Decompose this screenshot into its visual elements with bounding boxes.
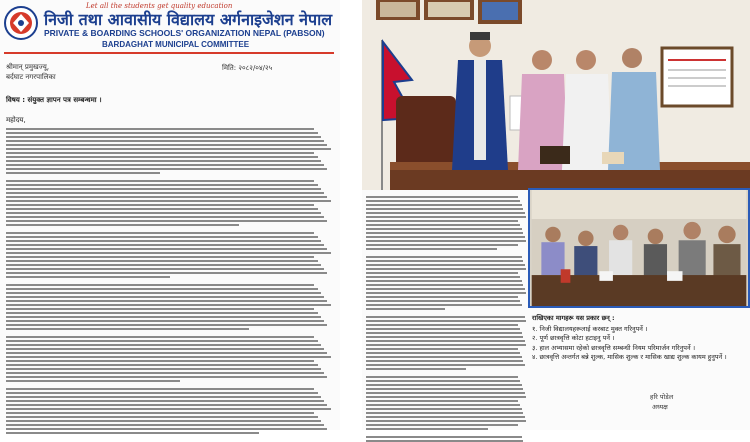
text-line bbox=[6, 160, 321, 162]
text-line bbox=[6, 204, 314, 206]
text-line bbox=[366, 216, 526, 218]
text-line bbox=[6, 380, 180, 382]
text-line bbox=[6, 240, 321, 242]
text-line bbox=[366, 356, 522, 358]
text-line bbox=[366, 324, 518, 326]
text-line bbox=[366, 392, 525, 394]
text-line bbox=[6, 388, 314, 390]
text-line bbox=[6, 252, 331, 254]
demand-item: १. निजी विद्यालयहरूलाई करबाट मुक्त गरिनुपर्ने । bbox=[532, 324, 648, 333]
letter-page-left bbox=[0, 0, 340, 430]
demand-item: ३. हाल अभ्यासमा रहेको छात्रवृत्ति सम्बन्धी नियम परिमार्जन गरिनुपर्ने । bbox=[532, 343, 696, 352]
text-line bbox=[6, 256, 314, 258]
text-line bbox=[6, 132, 318, 134]
letterhead-tagline: Let all the students get quality education bbox=[86, 2, 233, 10]
text-line bbox=[6, 140, 324, 142]
text-line bbox=[366, 436, 522, 438]
text-line bbox=[6, 264, 321, 266]
text-line bbox=[366, 212, 525, 214]
letterhead-title-nepali: निजी तथा आवासीय विद्यालय अर्गनाइजेशन नेपाल bbox=[44, 10, 333, 29]
text-line bbox=[366, 208, 523, 210]
text-line bbox=[6, 200, 331, 202]
text-line bbox=[366, 224, 520, 226]
text-line bbox=[366, 400, 518, 402]
text-line bbox=[366, 380, 520, 382]
text-line bbox=[366, 416, 525, 418]
text-line bbox=[366, 264, 525, 266]
text-line bbox=[6, 424, 324, 426]
text-line bbox=[6, 412, 314, 414]
text-line bbox=[6, 244, 324, 246]
text-line bbox=[366, 256, 522, 258]
text-line bbox=[366, 196, 518, 198]
text-line bbox=[6, 196, 327, 198]
text-line bbox=[366, 420, 526, 422]
text-line bbox=[366, 328, 520, 330]
text-line bbox=[6, 272, 327, 274]
text-line bbox=[6, 416, 318, 418]
text-line bbox=[6, 308, 314, 310]
text-line bbox=[366, 244, 518, 246]
text-line bbox=[6, 284, 314, 286]
text-line bbox=[6, 220, 327, 222]
text-line bbox=[6, 368, 321, 370]
text-line bbox=[6, 420, 321, 422]
text-line bbox=[6, 328, 249, 330]
text-line bbox=[6, 348, 324, 350]
demands-heading: राखिएका मागहरू यस प्रकार छन् : bbox=[532, 314, 615, 322]
text-line bbox=[366, 316, 525, 318]
demands-list bbox=[532, 314, 746, 363]
text-line bbox=[6, 236, 318, 238]
text-line bbox=[6, 300, 327, 302]
text-line bbox=[366, 304, 522, 306]
text-line bbox=[366, 292, 526, 294]
text-line bbox=[366, 220, 518, 222]
text-line bbox=[6, 336, 314, 338]
signer-name: हरि पोडेल bbox=[650, 393, 674, 401]
text-line bbox=[366, 352, 520, 354]
text-line bbox=[6, 212, 321, 214]
text-line bbox=[6, 152, 314, 154]
text-line bbox=[6, 248, 327, 250]
text-line bbox=[6, 224, 239, 226]
text-line bbox=[6, 364, 318, 366]
text-line bbox=[366, 276, 520, 278]
text-line bbox=[6, 168, 327, 170]
text-line bbox=[6, 188, 321, 190]
text-line bbox=[6, 128, 314, 130]
text-line bbox=[6, 164, 324, 166]
text-line bbox=[366, 200, 520, 202]
text-line bbox=[366, 288, 525, 290]
text-line bbox=[366, 384, 522, 386]
photo-meeting bbox=[528, 188, 750, 308]
text-line bbox=[366, 388, 523, 390]
text-line bbox=[6, 184, 318, 186]
text-line bbox=[6, 356, 331, 358]
text-line bbox=[366, 404, 520, 406]
recipient-line: बर्दघाट नगरपालिका bbox=[6, 73, 56, 81]
demand-item: ४. छात्रवृत्ति अन्तर्गत बन्ने शुल्क, मासिक शुल्क र मासिक खाद्य शुल्क कायम हुनुपर्ने । bbox=[532, 353, 727, 361]
demand-item: २. पूर्ण छात्रवृत्ति कोटा हटाइनु पर्ने । bbox=[532, 334, 615, 342]
text-line bbox=[6, 316, 321, 318]
text-line bbox=[366, 284, 523, 286]
text-line bbox=[6, 156, 318, 158]
text-line bbox=[6, 400, 324, 402]
pabson-logo bbox=[4, 6, 38, 40]
text-line bbox=[6, 172, 160, 174]
text-line bbox=[6, 312, 318, 314]
signer-role: अध्यक्ष bbox=[652, 403, 668, 411]
text-line bbox=[366, 272, 518, 274]
text-line bbox=[366, 364, 525, 366]
text-line bbox=[366, 424, 518, 426]
text-line bbox=[6, 404, 327, 406]
text-line bbox=[6, 432, 259, 434]
text-line bbox=[6, 136, 321, 138]
recipient-line: श्रीमान् प्रमुखज्यू, bbox=[6, 63, 50, 71]
text-line bbox=[6, 276, 170, 278]
text-line bbox=[6, 392, 318, 394]
text-line bbox=[6, 296, 324, 298]
recipient-block bbox=[6, 62, 56, 82]
text-line bbox=[6, 268, 324, 270]
text-line bbox=[6, 288, 318, 290]
text-line bbox=[6, 360, 314, 362]
text-line bbox=[366, 204, 522, 206]
text-line bbox=[6, 324, 327, 326]
text-line bbox=[366, 376, 518, 378]
letter-body-right bbox=[366, 196, 528, 442]
letter-subject: विषय : संयुक्त ज्ञापन पत्र सम्बन्धमा । bbox=[6, 96, 102, 104]
text-line bbox=[6, 372, 324, 374]
letterhead-subtitle: BARDAGHAT MUNICIPAL COMMITTEE bbox=[102, 40, 250, 49]
text-line bbox=[6, 292, 321, 294]
text-line bbox=[6, 208, 318, 210]
text-line bbox=[366, 308, 445, 310]
text-line bbox=[366, 232, 523, 234]
text-line bbox=[6, 192, 324, 194]
text-line bbox=[366, 296, 518, 298]
text-line bbox=[366, 340, 525, 342]
text-line bbox=[366, 396, 526, 398]
letterhead-rule bbox=[4, 52, 334, 54]
text-line bbox=[366, 268, 526, 270]
text-line bbox=[366, 412, 523, 414]
text-line bbox=[6, 376, 327, 378]
text-line bbox=[366, 320, 526, 322]
text-line bbox=[366, 360, 523, 362]
photo-memorandum-handover bbox=[362, 0, 750, 190]
text-line bbox=[366, 336, 523, 338]
letter-body-left bbox=[6, 128, 334, 438]
text-line bbox=[366, 408, 522, 410]
letter-date: मिति: २०८२/०४/२५ bbox=[222, 64, 273, 72]
text-line bbox=[366, 368, 466, 370]
text-line bbox=[366, 240, 526, 242]
text-line bbox=[6, 144, 327, 146]
letter-greeting: महोदय, bbox=[6, 116, 26, 124]
text-line bbox=[6, 340, 318, 342]
text-line bbox=[6, 344, 321, 346]
text-line bbox=[6, 180, 314, 182]
text-line bbox=[6, 304, 331, 306]
text-line bbox=[366, 300, 520, 302]
text-line bbox=[366, 332, 522, 334]
text-line bbox=[6, 408, 331, 410]
text-line bbox=[6, 352, 327, 354]
text-line bbox=[366, 348, 518, 350]
text-line bbox=[366, 248, 497, 250]
text-line bbox=[6, 216, 324, 218]
text-line bbox=[366, 280, 522, 282]
text-line bbox=[6, 148, 331, 150]
text-line bbox=[6, 396, 321, 398]
text-line bbox=[366, 236, 525, 238]
text-line bbox=[6, 232, 314, 234]
text-line bbox=[6, 260, 318, 262]
text-line bbox=[366, 228, 522, 230]
text-line bbox=[366, 260, 523, 262]
text-line bbox=[6, 320, 324, 322]
text-line bbox=[366, 344, 526, 346]
letterhead-title-english: PRIVATE & BOARDING SCHOOLS' ORGANIZATION NEPAL (PABSON) bbox=[44, 28, 325, 38]
